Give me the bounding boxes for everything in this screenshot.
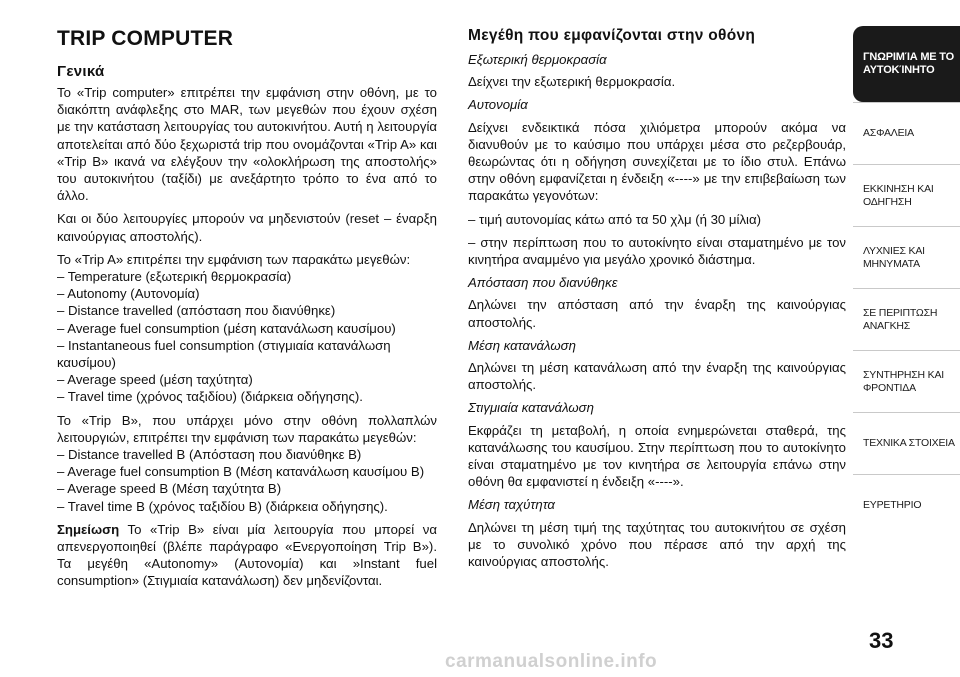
page-number: 33 [869, 628, 894, 653]
values-heading: Μεγέθη που εμφανίζονται στην οθόνη [468, 27, 756, 44]
sidebar-item-index[interactable] [853, 474, 960, 536]
list-item: – Autonomy (Αυτονομία) [57, 286, 200, 302]
section-heading-general: Γενικά [57, 63, 105, 80]
list-item: – τιμή αυτονομίας κάτω από τα 50 χλμ (ή 30 μίλια) [468, 211, 761, 227]
subsection-text: Δείχνει ενδεικτικά πόσα χιλιόμετρα μπορούν ακόμα να διανυθούν με το καύσιμο που υπάρχει μέσα στο ρεζερβουάρ, θεωρώντας ότι η οδήγηση συνεχίζεται με το ίδιο στυλ. Επάνω στην οθόνη εμφανίζεται η ένδειξη «----» με την επιβεβαίωση των παρακάτω γεγονότων: [468, 119, 846, 204]
note-label: Σημείωση [57, 521, 120, 537]
trip-b-list [57, 446, 437, 515]
subsection-title: Μέση ταχύτητα [468, 497, 555, 513]
subsection-text: Δηλώνει τη μέση κατανάλωση από την έναρξη της καινούργιας αποστολής. [468, 360, 846, 393]
subsection-title: Απόσταση που διανύθηκε [468, 275, 618, 291]
list-item: – Travel time B (χρόνος ταξιδίου B) (διάρκεια οδήγησης). [57, 498, 388, 514]
note-text: Το «Trip B» είναι μία λειτουργία που μπορεί να απενεργοποιηθεί (βλέπε παράγραφο «Ενεργοποίηση Trip B»). Τα μεγέθη «Autonomy» (Αυτονομία) και »Instant fuel consumption» (Στιγμιαία κατανάλωση) δεν μηδενίζονται. [57, 521, 437, 589]
intro-paragraph: Το «Trip computer» επιτρέπει την εμφάνιση στην οθόνη, με το διακόπτη ανάφλεξης στο MAR, των μεγεθών που έχουν σχέση με την κατάσταση λειτουργίας του αυτοκινήτου. Αυτή η λειτουργία αποτελείται από δύο ξεχωριστά trip που ονομάζονται «Trip A» και «Trip B» ικανά να ελέγξουν την «ολοκλήρωση της αποστολής» του αυτοκινήτου (ταξίδι) με ανεξάρτητο τρόπο το ένα από το άλλο. [57, 85, 437, 204]
subsection-title: Εξωτερική θερμοκρασία [468, 52, 607, 67]
list-item: – Average fuel consumption (μέση κατανάλωση καυσίμου) [57, 320, 396, 336]
sidebar-item-label: ΛΥΧΝΙΕΣ ΚΑΙ ΜΗΝΥΜΑΤΑ [863, 244, 925, 270]
reset-paragraph: Και οι δύο λειτουργίες μπορούν να μηδενιστούν (reset – έναρξη καινούργιας αποστολής). [57, 211, 437, 244]
trip-a-list [57, 268, 437, 406]
subsection-text: Εκφράζει τη μεταβολή, η οποία ενημερώνεται σταθερά, της κατανάλωσης του καυσίμου. Στην περίπτωση που το αυτοκίνητο είναι σταματημένο με τον κινητήρα σε λειτουργία επάνω στην οθόνη θα εμφανιστεί η ένδειξη «----». [468, 422, 846, 490]
sidebar-item-technical-data[interactable] [853, 412, 960, 474]
subsection-text: Δείχνει την εξωτερική θερμοκρασία. [468, 74, 676, 90]
sidebar-item-safety[interactable] [853, 102, 960, 164]
list-item: – στην περίπτωση που το αυτοκίνητο είναι σταματημένο με τον κινητήρα αναμμένο για μεγάλο χρονικό διάστημα. [468, 234, 846, 268]
subsection-title: Στιγμιαία κατανάλωση [468, 400, 594, 416]
sidebar-item-label: ΕΚΚΙΝΗΣΗ ΚΑΙ ΟΔΗΓΗΣΗ [863, 182, 934, 208]
trip-b-intro: Το «Trip B», που υπάρχει μόνο στην οθόνη πολλαπλών λειτουργιών, επιτρέπει την εμφάνιση των παρακάτω μεγεθών: [57, 412, 437, 445]
list-item: – Average fuel consumption B (Μέση κατανάλωση καυσίμου B) [57, 464, 425, 480]
list-item: – Average speed B (Μέση ταχύτητα B) [57, 481, 282, 497]
subsection-title: Μέση κατανάλωση [468, 337, 576, 353]
left-column [57, 22, 437, 596]
sidebar-item-label: ΓΝΩΡΙΜΊΑ ΜΕ ΤΟ ΑΥΤΟΚΊΝΗΤΟ [863, 51, 954, 76]
page-title: TRIP COMPUTER [57, 27, 234, 50]
list-item: – Travel time (χρόνος ταξιδίου) (διάρκεια οδήγησης). [57, 389, 363, 405]
list-item: – Distance travelled (απόσταση που διανύθηκε) [57, 303, 336, 319]
subsection-title: Αυτονομία [468, 97, 528, 113]
sidebar-item-warning-lights[interactable] [853, 226, 960, 288]
chapter-sidebar [853, 26, 960, 536]
trip-a-intro: Το «Trip A» επιτρέπει την εμφάνιση των παρακάτω μεγεθών: [57, 251, 411, 267]
list-item: – Distance travelled B (Απόσταση που διανύθηκε B) [57, 447, 362, 463]
sidebar-item-emergency[interactable] [853, 288, 960, 350]
sidebar-item-getting-to-know[interactable] [853, 26, 960, 102]
sidebar-item-label: ΑΣΦΑΛΕΙΑ [863, 127, 914, 139]
sidebar-item-maintenance[interactable] [853, 350, 960, 412]
subsection-text: Δηλώνει την απόσταση από την έναρξη της καινούργιας αποστολής. [468, 297, 846, 330]
note-paragraph [57, 521, 437, 590]
sidebar-item-label: ΣΕ ΠΕΡΙΠΤΩΣΗ ΑΝΑΓΚΗΣ [863, 306, 938, 332]
list-item: – Temperature (εξωτερική θερμοκρασία) [57, 269, 292, 285]
right-column [468, 22, 846, 576]
sidebar-item-label: ΣΥΝΤΗΡΗΣΗ ΚΑΙ ΦΡΟΝΤΙΔΑ [863, 368, 944, 394]
list-item: – Average speed (μέση ταχύτητα) [57, 372, 253, 388]
subsection-text: Δηλώνει τη μέση τιμή της ταχύτητας του αυτοκινήτου σε σχέση με το συνολικό χρόνο που πέρασε από την αρχή της καινούργιας αποστολής. [468, 519, 846, 570]
sidebar-item-label: ΤΕΧΝΙΚΑ ΣΤΟΙΧΕΙΑ [863, 437, 955, 449]
list-item: – Instantaneous fuel consumption (στιγμιαία κατανάλωση καυσίμου) [57, 337, 391, 371]
watermark: carmanualsonline.info [445, 651, 658, 672]
sidebar-item-label: ΕΥΡΕΤΗΡΙΟ [863, 499, 922, 511]
sidebar-item-starting-driving[interactable] [853, 164, 960, 226]
